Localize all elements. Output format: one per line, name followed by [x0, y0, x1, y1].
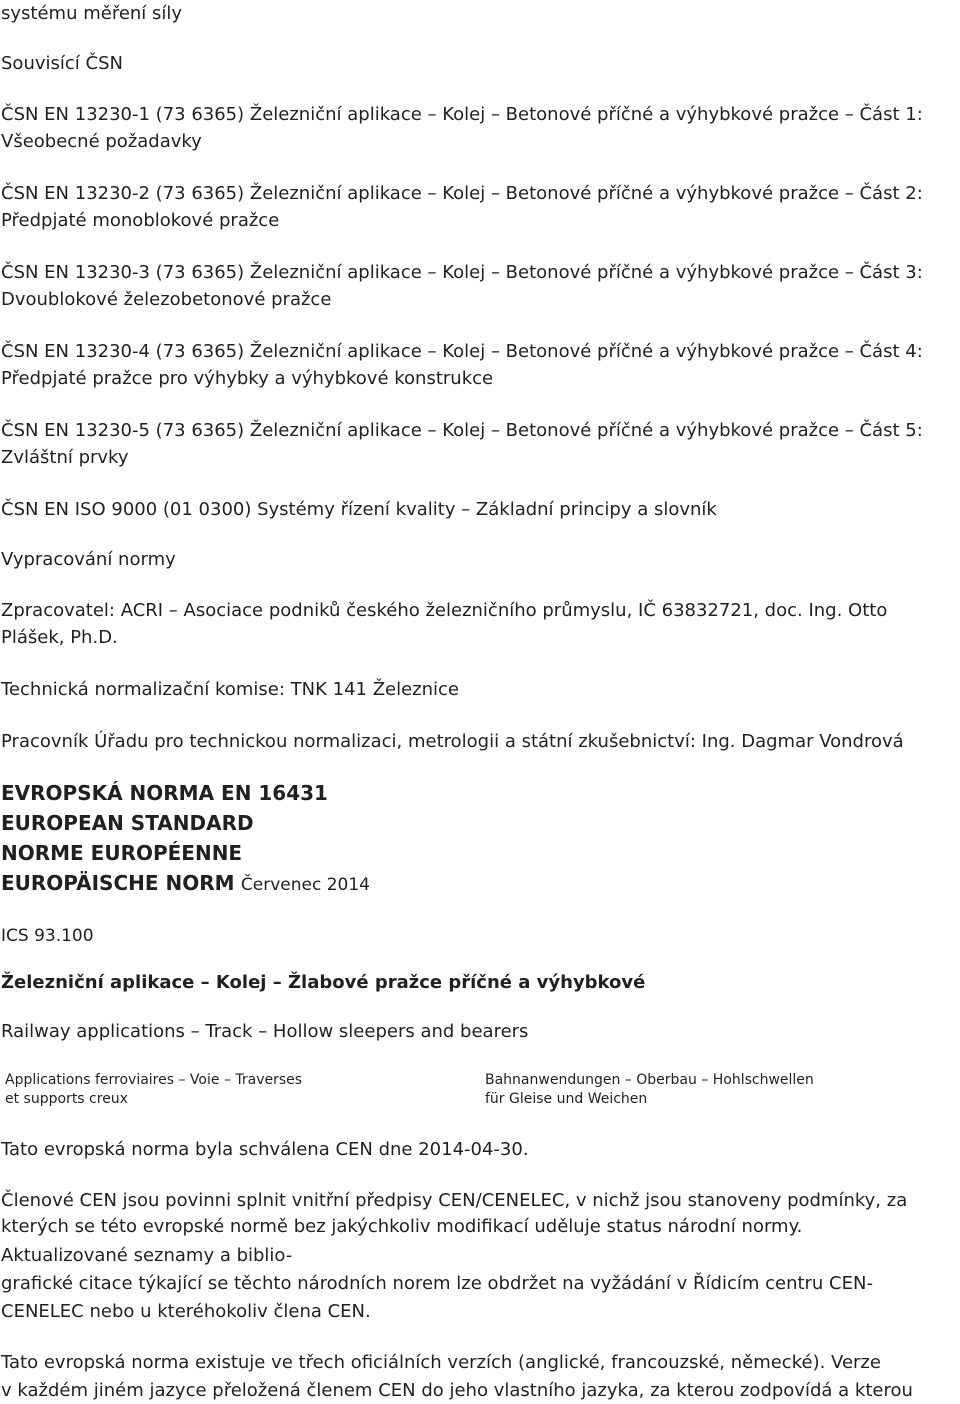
title-french-cont: et supports creux — [5, 1091, 128, 1107]
related-standard-5: ČSN EN 13230-5 (73 6365) Železniční aplikace – Kolej – Betonové příčné a výhybkové pražce – Část 5: — [1, 420, 923, 441]
versions-line-2: v každém jiném jazyce přeložená členem CEN do jeho vlastního jazyka, za kterou zodpovídá a kterou — [1, 1380, 913, 1401]
related-standard-1: ČSN EN 13230-1 (73 6365) Železniční aplikace – Kolej – Betonové příčné a výhybkové pražce – Část 1: — [1, 104, 923, 125]
preparer-line: Zpracovatel: ACRI – Asociace podniků českého železničního průmyslu, IČ 63832721, doc. Ing. Otto — [1, 600, 888, 621]
related-standard-4: ČSN EN 13230-4 (73 6365) Železniční aplikace – Kolej – Betonové příčné a výhybkové pražce – Část 4: — [1, 341, 923, 362]
committee-line: Technická normalizační komise: TNK 141 Železnice — [1, 679, 459, 700]
standard-heading-fr: NORME EUROPÉENNE — [1, 841, 243, 865]
standard-heading-de-row — [1, 868, 370, 900]
standard-date: Červenec 2014 — [240, 875, 370, 895]
title-english: Railway applications – Track – Hollow sleepers and bearers — [1, 1021, 529, 1042]
members-paragraph: Členové CEN jsou povinni splnit vnitřní předpisy CEN/CENELEC, v nichž jsou stanoveny podmínky, za kterých se této evropské normě bez jakýchkoliv modifikací uděluje status národní normy. — [1, 1190, 908, 1237]
updated-lists-line: Aktualizované seznamy a biblio- — [1, 1245, 293, 1266]
related-standard-4-cont: Předpjaté pražce pro výhybky a výhybkové konstrukce — [1, 368, 494, 389]
related-standard-1-cont: Všeobecné požadavky — [1, 131, 202, 152]
related-standard-3-cont: Dvoublokové železobetonové pražce — [1, 289, 332, 310]
updated-lists-line-3: CENELEC nebo u kteréhokoliv člena CEN. — [1, 1301, 371, 1322]
text-line: systému měření síly — [1, 3, 183, 24]
updated-lists-line-2: grafické citace týkající se těchto národních norem lze obdržet na vyžádání v Řídicím centru CEN- — [1, 1273, 873, 1294]
title-czech: Železniční aplikace – Kolej – Žlabové pražce příčné a výhybkové — [1, 972, 646, 993]
standard-heading-de: EUROPÄISCHE NORM — [1, 871, 235, 895]
title-german: Bahnanwendungen – Oberbau – Hohlschwellen — [485, 1072, 814, 1088]
standard-heading-cz: EVROPSKÁ NORMA EN 16431 — [1, 781, 328, 805]
approval-line: Tato evropská norma byla schválena CEN dne 2014-04-30. — [1, 1139, 529, 1160]
section-heading-related: Souvisící ČSN — [1, 53, 123, 74]
title-german-cont: für Gleise und Weichen — [485, 1091, 648, 1107]
versions-line: Tato evropská norma existuje ve třech oficiálních verzích (anglické, francouzské, německé). Verze — [1, 1352, 881, 1373]
ics-code: ICS 93.100 — [1, 926, 94, 946]
related-standard-2-cont: Předpjaté monoblokové pražce — [1, 210, 280, 231]
related-standard-2: ČSN EN 13230-2 (73 6365) Železniční aplikace – Kolej – Betonové příčné a výhybkové pražce – Část 2: — [1, 183, 923, 204]
related-standard-6: ČSN EN ISO 9000 (01 0300) Systémy řízení kvality – Základní principy a slovník — [1, 499, 717, 520]
standard-heading-en: EUROPEAN STANDARD — [1, 811, 254, 835]
title-french: Applications ferroviaires – Voie – Traverses — [5, 1072, 303, 1088]
section-heading-preparation: Vypracování normy — [1, 549, 176, 570]
related-standard-3: ČSN EN 13230-3 (73 6365) Železniční aplikace – Kolej – Betonové příčné a výhybkové pražce – Část 3: — [1, 262, 923, 283]
related-standard-5-cont: Zvláštní prvky — [1, 447, 129, 468]
preparer-line-cont: Plášek, Ph.D. — [1, 627, 118, 648]
office-worker-line: Pracovník Úřadu pro technickou normalizaci, metrologii a státní zkušebnictví: Ing. Dagmar Vondrová — [1, 731, 904, 752]
